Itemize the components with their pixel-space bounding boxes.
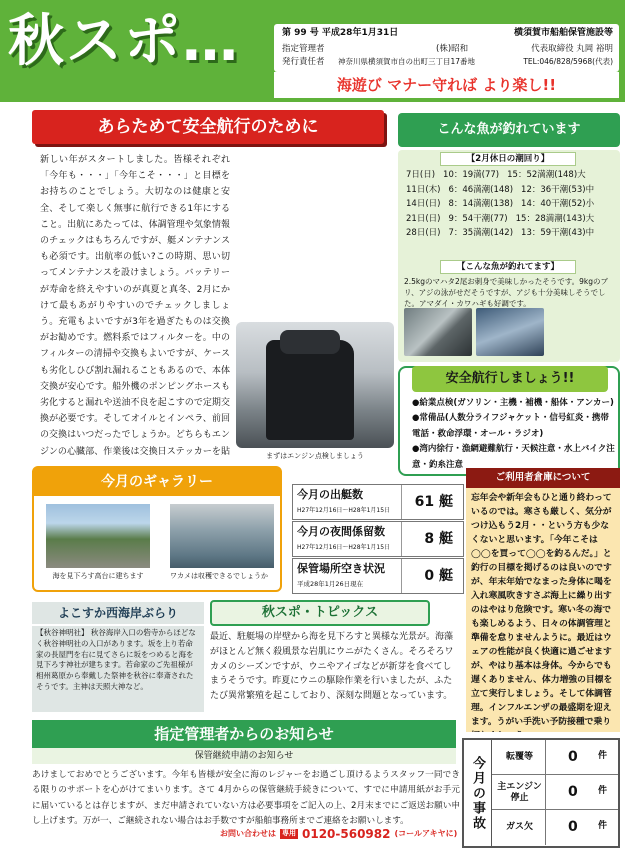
- newsletter-logo: 秋スポ…: [8, 9, 240, 74]
- tide-cell: 14：40干潮(52)小: [521, 199, 595, 210]
- catch-title: 【こんな魚が釣れてます】: [440, 260, 576, 274]
- tide-row: [406, 212, 594, 227]
- yokosuka-body: 【秋谷神明社】 秋谷海岸入口の砦寺からほどなく秋谷神明社の入口があります。坂を上り若命家の長屋門を右に見てさらに坂をつめると海を見下ろす神社が建ちます。若命家のご先祖様が相州葛原から奉戴した祭神を秋谷に奉斎されたそうです。主神は天照大神など。: [32, 626, 204, 712]
- stat-label: 今月の夜間係留数: [297, 525, 385, 538]
- tide-row: [406, 226, 594, 241]
- gallery-title: 今月のギャラリー: [34, 468, 280, 496]
- info-title: ご利用者倉庫について: [466, 468, 620, 488]
- contact-label: お問い合わせは: [220, 828, 276, 838]
- tide-table: [406, 168, 594, 241]
- stat-unit: 艇: [439, 531, 453, 547]
- accident-label: 転覆等: [494, 740, 546, 775]
- accident-row: [492, 810, 618, 845]
- accident-table: [462, 738, 620, 848]
- article-title: あらためて安全航行のために: [32, 110, 384, 144]
- notice-body: あけましておめでとうございます。今年も皆様が安全に海のレジャーをお過ごし頂けるようスタッフ一同できる限りのサポートを心がけてまいります。さて 4月からの保管継続手続きについて、すでに申請用紙がお手元に届いているとは存じますが、まだ申請されていない方は必要事項をご記入の上、2月末までにご返送お願い申し上げます。万が一、ご継続されない場合はお手数ですが船舶事務所までご連絡をお願いします。: [32, 770, 460, 827]
- accident-value: 0: [568, 749, 578, 765]
- manager-label: 指定管理者: [282, 44, 325, 54]
- accident-unit: 件: [598, 751, 608, 761]
- publisher-label: 発行責任者: [282, 57, 325, 67]
- seaweed-caption: ワカメは収穫できるでしょうか: [170, 572, 268, 580]
- stat-divider: [401, 559, 402, 593]
- tide-cell: 7日(日): [406, 170, 436, 180]
- engine-photo: [236, 322, 394, 448]
- tide-cell: 14日(日): [406, 199, 441, 210]
- issue-info-box: [274, 24, 619, 72]
- accident-row: [492, 775, 618, 810]
- topics-title: 秋スポ・トピックス: [210, 600, 430, 626]
- seaweed-photo: [170, 504, 274, 568]
- engine-photo-caption: まずはエンジン点検しましょう: [266, 452, 364, 460]
- tide-row: [406, 197, 594, 212]
- safety-item: ●湾内徐行・漁網避難航行・天候注意・水上バイク注意・釣糸注意: [412, 444, 615, 470]
- telephone: TEL:046/828/5968(代表): [523, 57, 613, 66]
- stat-label: 保管場所空き状況: [297, 562, 385, 575]
- accident-value: 0: [568, 784, 578, 800]
- stat-unit: 艇: [439, 568, 453, 584]
- accident-value: 0: [568, 819, 578, 835]
- engine-cover-shape: [280, 330, 340, 354]
- notice-title: 指定管理者からのお知らせ: [32, 720, 456, 748]
- contact-phone[interactable]: 0120-560982: [302, 826, 391, 841]
- catch-text: 2.5kgのマハタ2尾お刺身で美味しかったそうです。9kgのブリ、アジの泳がせだそうですが、アジも十分美味しそうでした。アマダイ・カワハギも好調です。: [404, 277, 609, 308]
- fish-section-title: こんな魚が釣れています: [398, 113, 620, 147]
- contact-badge: 専用: [282, 829, 296, 838]
- stat-divider: [401, 522, 402, 556]
- representative: 代表取締役 丸岡 裕明: [531, 44, 613, 54]
- safety-title: 安全航行しましょう!!: [412, 366, 608, 392]
- tide-cell: 7：35満潮(142): [448, 228, 514, 239]
- gallery-box: [32, 466, 282, 592]
- stat-period: 平成28年1月26日現在: [297, 580, 364, 588]
- shrine-photo: [46, 504, 150, 568]
- topics-body: 最近、駐艇場の岸壁から海を見下ろすと異様な光景が。海藻がほとんど無く殺風景な岩肌にウニがたくさん。そろそろワカメのシーズンですが、ウニやアイゴなどが新芽を食べてしまうそうです。昨夏にウニの駆除作業を行いましたが、ふたたび異常繁殖を起こしており、深刻な問題となっています。: [210, 632, 454, 702]
- stat-value: [424, 567, 453, 586]
- stat-departures: [292, 484, 464, 520]
- yokosuka-title: よこすか西海岸ぶらり: [32, 602, 204, 624]
- stat-vacancy: [292, 558, 464, 594]
- tide-cell: 6：46満潮(148): [448, 184, 514, 195]
- stat-value: [424, 530, 453, 549]
- safety-list: [412, 396, 616, 473]
- outboard-engine-shape: [266, 340, 354, 440]
- accident-unit: 件: [598, 786, 608, 796]
- info-body: 忘年会や新年会もひと通り終わっているのでは。寒さも厳しく、気分がつけ込もう2月・・という方も少なくないと思います。「今年こそは◯◯を買って◯◯を釣るんだ。」と釣行の目標を掲げるのは良いのですが、年末年始でなまった身体に喝を入れ寒風吹きすさぶ海上に繰り出すのはやはり危険です。寒い冬の海でも楽しめるよう、日々の体調管理と準備を怠りませんように。最近はウェアの性能が良く快適に過ごせますが、やはり基本は身体。今からでも遅くありません、体力増強の目標を立て実行しましょう。そして体調管理。インフルエンザの最盛期を迎えます。うがい手洗い予防接種で乗り: [466, 488, 620, 732]
- article-text: 新しい年がスタートしました。皆様それぞれ「今年も・・・」「今年こそ・・・」と目標をお持ちのことでしょう。大切なのは健康と安全、そして楽しく無事に航行できる1年にすること。出航にあたっては、体調管理や気象情報のチェックはもちろんですが、艇メンテナンスも必須です。出航率の低い?この時期、思い切ってメンテナンスを設けましょう。バッテリーが寿命を終えやすいのが真夏と真冬、2月にかけて最もあがりやすいのでチェックしましょう。充電もよいですが3年を過ぎたものは交換がお勧めです。燃料系ではフィルターを。中のフィルターの清掃や交換もよいですが、ケースも劣化しひび割れ漏れることもあるので、本体交換が安心です。船外機のポンピングホースも劣化すると漏れや送油不良を起こすので定期交換が必要です。そしてオイルとインペラ、前回の交換はいつだったでしょうか。どちらもエンジンの心臓部、作業後は交換日ステッカーを貼: [40, 155, 230, 457]
- accident-label: ガス欠: [494, 810, 546, 845]
- stat-unit: 艇: [439, 494, 453, 510]
- address: 神奈川県横須賀市自の出町三丁目17番地: [338, 57, 476, 66]
- tide-cell: 8：14満潮(138): [448, 199, 514, 210]
- tide-cell: 15：52満潮(148)大: [507, 170, 586, 180]
- safety-item: ●給業点検(ガソリン・主機・補機・船体・アンカー): [412, 398, 614, 408]
- tide-row: [406, 183, 594, 198]
- accident-row: [492, 740, 618, 775]
- tide-row: [406, 168, 594, 183]
- contact-note: (コールアキヤに): [394, 828, 458, 838]
- stat-value: [415, 493, 453, 512]
- fish-photo-1: [404, 308, 472, 356]
- stat-number: 61: [414, 494, 435, 510]
- fish-panel: [398, 150, 620, 362]
- accident-title: 今月の事故: [464, 740, 492, 846]
- stat-period: H27年12月16日〜H28年1月15日: [297, 507, 391, 514]
- stat-divider: [401, 485, 402, 519]
- tide-title: 【2月休日の潮回り】: [440, 152, 576, 166]
- tide-cell: 11日(木): [406, 184, 441, 195]
- tide-cell: 21日(日): [406, 213, 441, 224]
- fish-photo-2: [476, 308, 544, 356]
- accident-unit: 件: [598, 821, 608, 831]
- contact-line: [220, 826, 457, 842]
- tide-cell: 9：54干潮(77): [448, 213, 508, 224]
- facility-name: 横須賀市船舶保管施設等: [513, 28, 613, 38]
- shrine-caption: 海を見下ろす高台に建ちます: [52, 572, 144, 580]
- tide-cell: 13：59干潮(43)中: [521, 228, 595, 239]
- tide-cell: 28日(日): [406, 228, 441, 239]
- stat-number: 8: [424, 531, 435, 547]
- notice-subtitle: 保管継続申請のお知らせ: [32, 748, 456, 764]
- accident-label: 主エンジン停止: [494, 775, 546, 810]
- stat-number: 0: [424, 568, 435, 584]
- tide-cell: 15：28満潮(143)大: [515, 213, 595, 224]
- safety-item: ●常備品(人数分ライフジャケット・信号紅炎・携帯電話・救命浮環・オール・ラジオ): [412, 413, 609, 439]
- slogan: 海遊び マナー守れば より楽し!!: [274, 72, 619, 98]
- tide-cell: 12：36干潮(53)中: [521, 184, 595, 195]
- stat-period: H27年12月16日〜H28年1月15日: [297, 544, 391, 551]
- safety-box: [398, 366, 620, 476]
- stat-label: 今月の出艇数: [297, 488, 363, 501]
- tide-cell: 10：19満(77): [443, 170, 500, 180]
- stat-night-mooring: [292, 521, 464, 557]
- manager-name: (株)昭和: [436, 44, 469, 54]
- issue-number: 第 99 号 平成28年1月31日: [282, 28, 399, 38]
